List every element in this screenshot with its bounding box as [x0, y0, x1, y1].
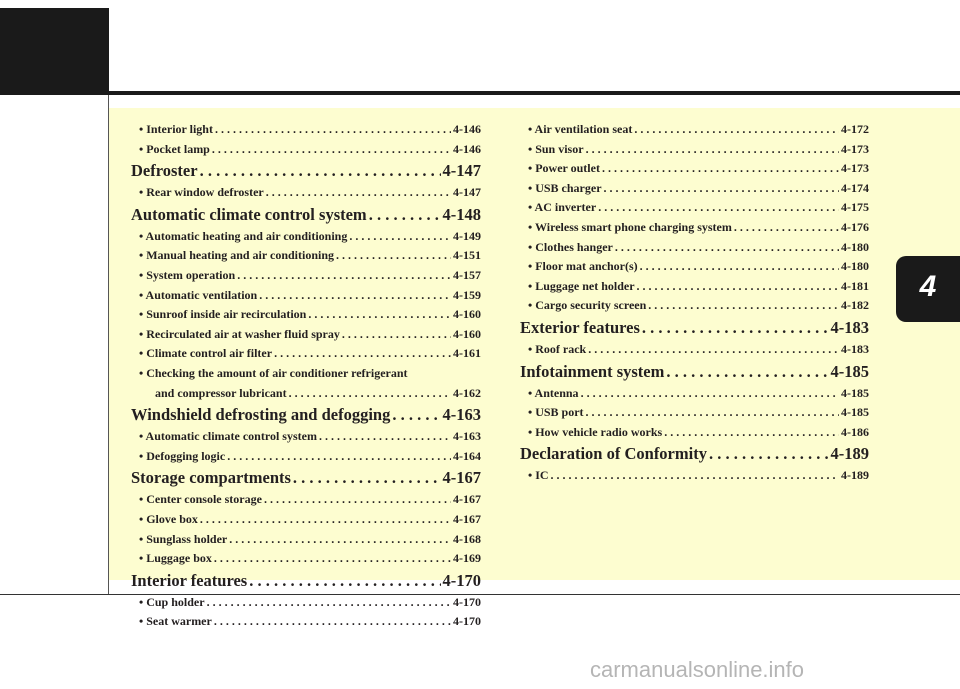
dot-leader — [214, 612, 451, 632]
toc-entry[interactable] — [131, 549, 481, 569]
toc-entry[interactable] — [520, 403, 869, 423]
toc-page-number: 4-174 — [841, 180, 869, 195]
toc-entry[interactable] — [131, 325, 481, 345]
toc-entry[interactable] — [131, 246, 481, 266]
dot-leader — [602, 159, 839, 179]
toc-entry[interactable] — [520, 198, 869, 218]
dot-leader — [249, 569, 440, 593]
toc-page-number: 4-161 — [453, 346, 481, 361]
dot-leader — [586, 403, 839, 423]
dot-leader — [342, 325, 451, 345]
toc-page-number: 4-170 — [453, 594, 481, 609]
dot-leader — [308, 305, 451, 325]
toc-page-number: 4-185 — [841, 405, 869, 420]
toc-entry-title: • Interior light — [139, 122, 213, 136]
toc-page-number: 4-185 — [830, 361, 869, 381]
dot-leader — [214, 549, 451, 569]
toc-entry-title: • USB port — [528, 405, 584, 420]
toc-section-entry[interactable] — [131, 159, 481, 183]
toc-page-number: 4-160 — [453, 326, 481, 341]
toc-section-entry[interactable] — [520, 316, 869, 340]
toc-entry[interactable] — [131, 305, 481, 325]
toc-entry[interactable] — [520, 277, 869, 297]
toc-entry[interactable] — [520, 384, 869, 404]
toc-entry-title: Exterior features — [520, 317, 640, 337]
toc-entry-title: • Recirculated air at washer fluid spray — [139, 326, 340, 341]
toc-entry-title: • Pocket lamp — [139, 141, 210, 156]
toc-entry-title: • Power outlet — [528, 161, 600, 176]
dot-leader — [274, 344, 451, 364]
toc-page-number: 4-173 — [841, 161, 869, 176]
toc-section-entry[interactable] — [520, 360, 869, 384]
toc-entry[interactable] — [131, 140, 481, 160]
toc-entry-title: • Roof rack — [528, 341, 587, 356]
dot-leader — [369, 203, 441, 227]
toc-page-number: 4-146 — [453, 141, 481, 156]
toc-page-number: 4-147 — [442, 161, 481, 181]
toc-entry-title: • Defogging logic — [139, 448, 226, 463]
dot-leader — [200, 159, 441, 183]
dot-leader — [237, 266, 451, 286]
toc-entry[interactable] — [131, 344, 481, 364]
toc-entry-title: • Rear window defroster — [139, 185, 264, 200]
toc-page-number: 4-146 — [453, 122, 481, 136]
toc-entry-title: • Automatic heating and air conditioning — [139, 228, 348, 243]
toc-entry[interactable] — [131, 593, 481, 613]
toc-entry[interactable] — [131, 227, 481, 247]
toc-page-number: 4-189 — [841, 468, 869, 483]
toc-page-number: 4-163 — [442, 405, 481, 425]
toc-entry-title: Automatic climate control system — [131, 204, 367, 224]
toc-entry-title: • Sunroof inside air recirculation — [139, 307, 307, 322]
toc-page-number: 4-169 — [453, 551, 481, 566]
toc-entry-title: • Luggage box — [139, 551, 212, 566]
toc-entry-title: • Climate control air filter — [139, 346, 273, 361]
header-rule — [0, 91, 960, 95]
toc-entry-title: • USB charger — [528, 180, 602, 195]
toc-page-number: 4-183 — [830, 317, 869, 337]
toc-page-number: 4-164 — [453, 448, 481, 463]
toc-page-number: 4-180 — [841, 259, 869, 274]
toc-entry-title: • Sun visor — [528, 141, 584, 156]
toc-entry[interactable] — [520, 340, 869, 360]
toc-entry[interactable] — [131, 286, 481, 306]
dot-leader — [200, 510, 451, 530]
toc-page-number: 4-182 — [841, 298, 869, 313]
toc-page-number: 4-173 — [841, 141, 869, 156]
toc-entry[interactable] — [131, 612, 481, 632]
dot-leader — [709, 442, 829, 466]
toc-entry[interactable] — [520, 238, 869, 258]
toc-entry-title: Interior features — [131, 570, 248, 590]
dot-leader — [293, 466, 441, 490]
toc-entry-title: • Checking the amount of air conditioner refrigerant — [139, 365, 408, 380]
toc-entry[interactable] — [131, 120, 481, 140]
toc-entry-title: Windshield defrosting and defogging — [131, 405, 391, 425]
toc-page-number: 4-151 — [453, 248, 481, 263]
toc-page-number: 4-167 — [453, 511, 481, 526]
toc-page-number: 4-148 — [442, 204, 481, 224]
dot-leader — [215, 120, 451, 140]
toc-page-number: 4-160 — [453, 307, 481, 322]
dot-leader — [336, 246, 451, 266]
toc-entry[interactable] — [131, 530, 481, 550]
toc-page-number: 4-147 — [453, 185, 481, 200]
dot-leader — [640, 257, 839, 277]
toc-entry-title: Defroster — [131, 161, 198, 181]
dot-leader — [392, 403, 440, 427]
chapter-tab-number: 4 — [919, 270, 937, 303]
toc-entry-title: • How vehicle radio works — [528, 424, 663, 439]
dot-leader — [634, 120, 839, 140]
toc-entry[interactable] — [520, 120, 869, 140]
toc-entry[interactable] — [520, 218, 869, 238]
dot-leader — [734, 218, 839, 238]
toc-page-number: 4-189 — [830, 444, 869, 464]
toc-entry-title: • Luggage net holder — [528, 278, 635, 293]
toc-page-number: 4-176 — [841, 219, 869, 234]
dot-leader — [666, 360, 828, 384]
dot-leader — [664, 423, 839, 443]
dot-leader — [259, 286, 451, 306]
toc-entry[interactable] — [131, 183, 481, 203]
dot-leader — [642, 316, 829, 340]
dot-leader — [551, 466, 839, 486]
toc-page-number: 4-175 — [841, 200, 869, 215]
toc-page-number: 4-185 — [841, 385, 869, 400]
toc-page-number: 4-163 — [453, 429, 481, 444]
toc-right-column — [520, 120, 869, 486]
dot-leader — [227, 447, 451, 467]
toc-entry[interactable] — [131, 384, 481, 404]
toc-entry[interactable] — [131, 490, 481, 510]
toc-page-number: 4-162 — [453, 385, 481, 400]
toc-entry[interactable] — [520, 159, 869, 179]
toc-entry[interactable] — [520, 296, 869, 316]
toc-entry-title: and compressor lubricant — [155, 385, 287, 400]
toc-page-number: 4-181 — [841, 278, 869, 293]
header-corner-block — [0, 8, 109, 92]
toc-entry-title: • Center console storage — [139, 492, 262, 507]
toc-page-number: 4-168 — [453, 531, 481, 546]
toc-entry-title: Infotainment system — [520, 361, 665, 381]
toc-section-entry[interactable] — [131, 569, 481, 593]
toc-section-entry[interactable] — [131, 403, 481, 427]
toc-page-number: 4-167 — [453, 492, 481, 507]
toc-entry-title: • Glove box — [139, 511, 198, 526]
toc-entry-title: Storage compartments — [131, 468, 291, 488]
toc-section-entry[interactable] — [131, 466, 481, 490]
toc-entry-title: • Air ventilation seat — [528, 122, 633, 136]
toc-entry[interactable] — [131, 510, 481, 530]
toc-page-number: 4-149 — [453, 228, 481, 243]
toc-entry[interactable] — [520, 257, 869, 277]
toc-entry-title: • Seat warmer — [139, 614, 212, 629]
dot-leader — [212, 140, 451, 160]
dot-leader — [266, 183, 451, 203]
chapter-tab[interactable] — [896, 256, 960, 322]
toc-entry-title: • Cargo security screen — [528, 298, 647, 313]
toc-entry-title: • AC inverter — [528, 200, 597, 215]
toc-entry-title: • Sunglass holder — [139, 531, 228, 546]
toc-entry-title: • Manual heating and air conditioning — [139, 248, 335, 263]
toc-page-number: 4-167 — [442, 468, 481, 488]
toc-entry[interactable] — [520, 423, 869, 443]
toc-page-number: 4-157 — [453, 267, 481, 282]
toc-entry-title: • IC — [528, 468, 549, 483]
toc-page-number: 4-159 — [453, 287, 481, 302]
watermark: carmanualsonline.info — [590, 657, 805, 682]
toc-section-entry[interactable] — [520, 442, 869, 466]
dot-leader — [349, 227, 451, 247]
toc-page-number: 4-172 — [841, 122, 869, 136]
toc-section-entry[interactable] — [131, 203, 481, 227]
dot-leader — [586, 140, 839, 160]
toc-entry[interactable] — [520, 140, 869, 160]
toc-entry[interactable] — [520, 179, 869, 199]
dot-leader — [588, 340, 839, 360]
dot-leader — [319, 427, 451, 447]
toc-entry-title: • System operation — [139, 267, 236, 282]
dot-leader — [615, 238, 839, 258]
toc-entry-title: • Automatic ventilation — [139, 287, 258, 302]
dot-leader — [648, 296, 839, 316]
dot-leader — [581, 384, 839, 404]
toc-entry-title: • Floor mat anchor(s) — [528, 259, 638, 274]
toc-page-number: 4-186 — [841, 424, 869, 439]
toc-entry-title: • Cup holder — [139, 594, 205, 609]
toc-entry-title: • Antenna — [528, 385, 579, 400]
dot-leader — [604, 179, 839, 199]
dot-leader — [289, 384, 451, 404]
toc-entry[interactable] — [131, 266, 481, 286]
toc-page-number: 4-170 — [442, 570, 481, 590]
toc-entry[interactable] — [131, 364, 481, 384]
dot-leader — [207, 593, 451, 613]
toc-left-column — [131, 120, 481, 632]
toc-entry-title: • Clothes hanger — [528, 239, 613, 254]
dot-leader — [264, 490, 451, 510]
toc-entry[interactable] — [520, 466, 869, 486]
toc-entry-title: • Wireless smart phone charging system — [528, 219, 732, 234]
toc-page-number: 4-180 — [841, 239, 869, 254]
toc-entry[interactable] — [131, 447, 481, 467]
toc-entry-title: Declaration of Conformity — [520, 444, 707, 464]
toc-page-number: 4-183 — [841, 341, 869, 356]
dot-leader — [229, 530, 451, 550]
toc-entry[interactable] — [131, 427, 481, 447]
toc-entry-title: • Automatic climate control system — [139, 429, 317, 444]
toc-page-number: 4-170 — [453, 614, 481, 629]
dot-leader — [598, 198, 839, 218]
dot-leader — [637, 277, 839, 297]
